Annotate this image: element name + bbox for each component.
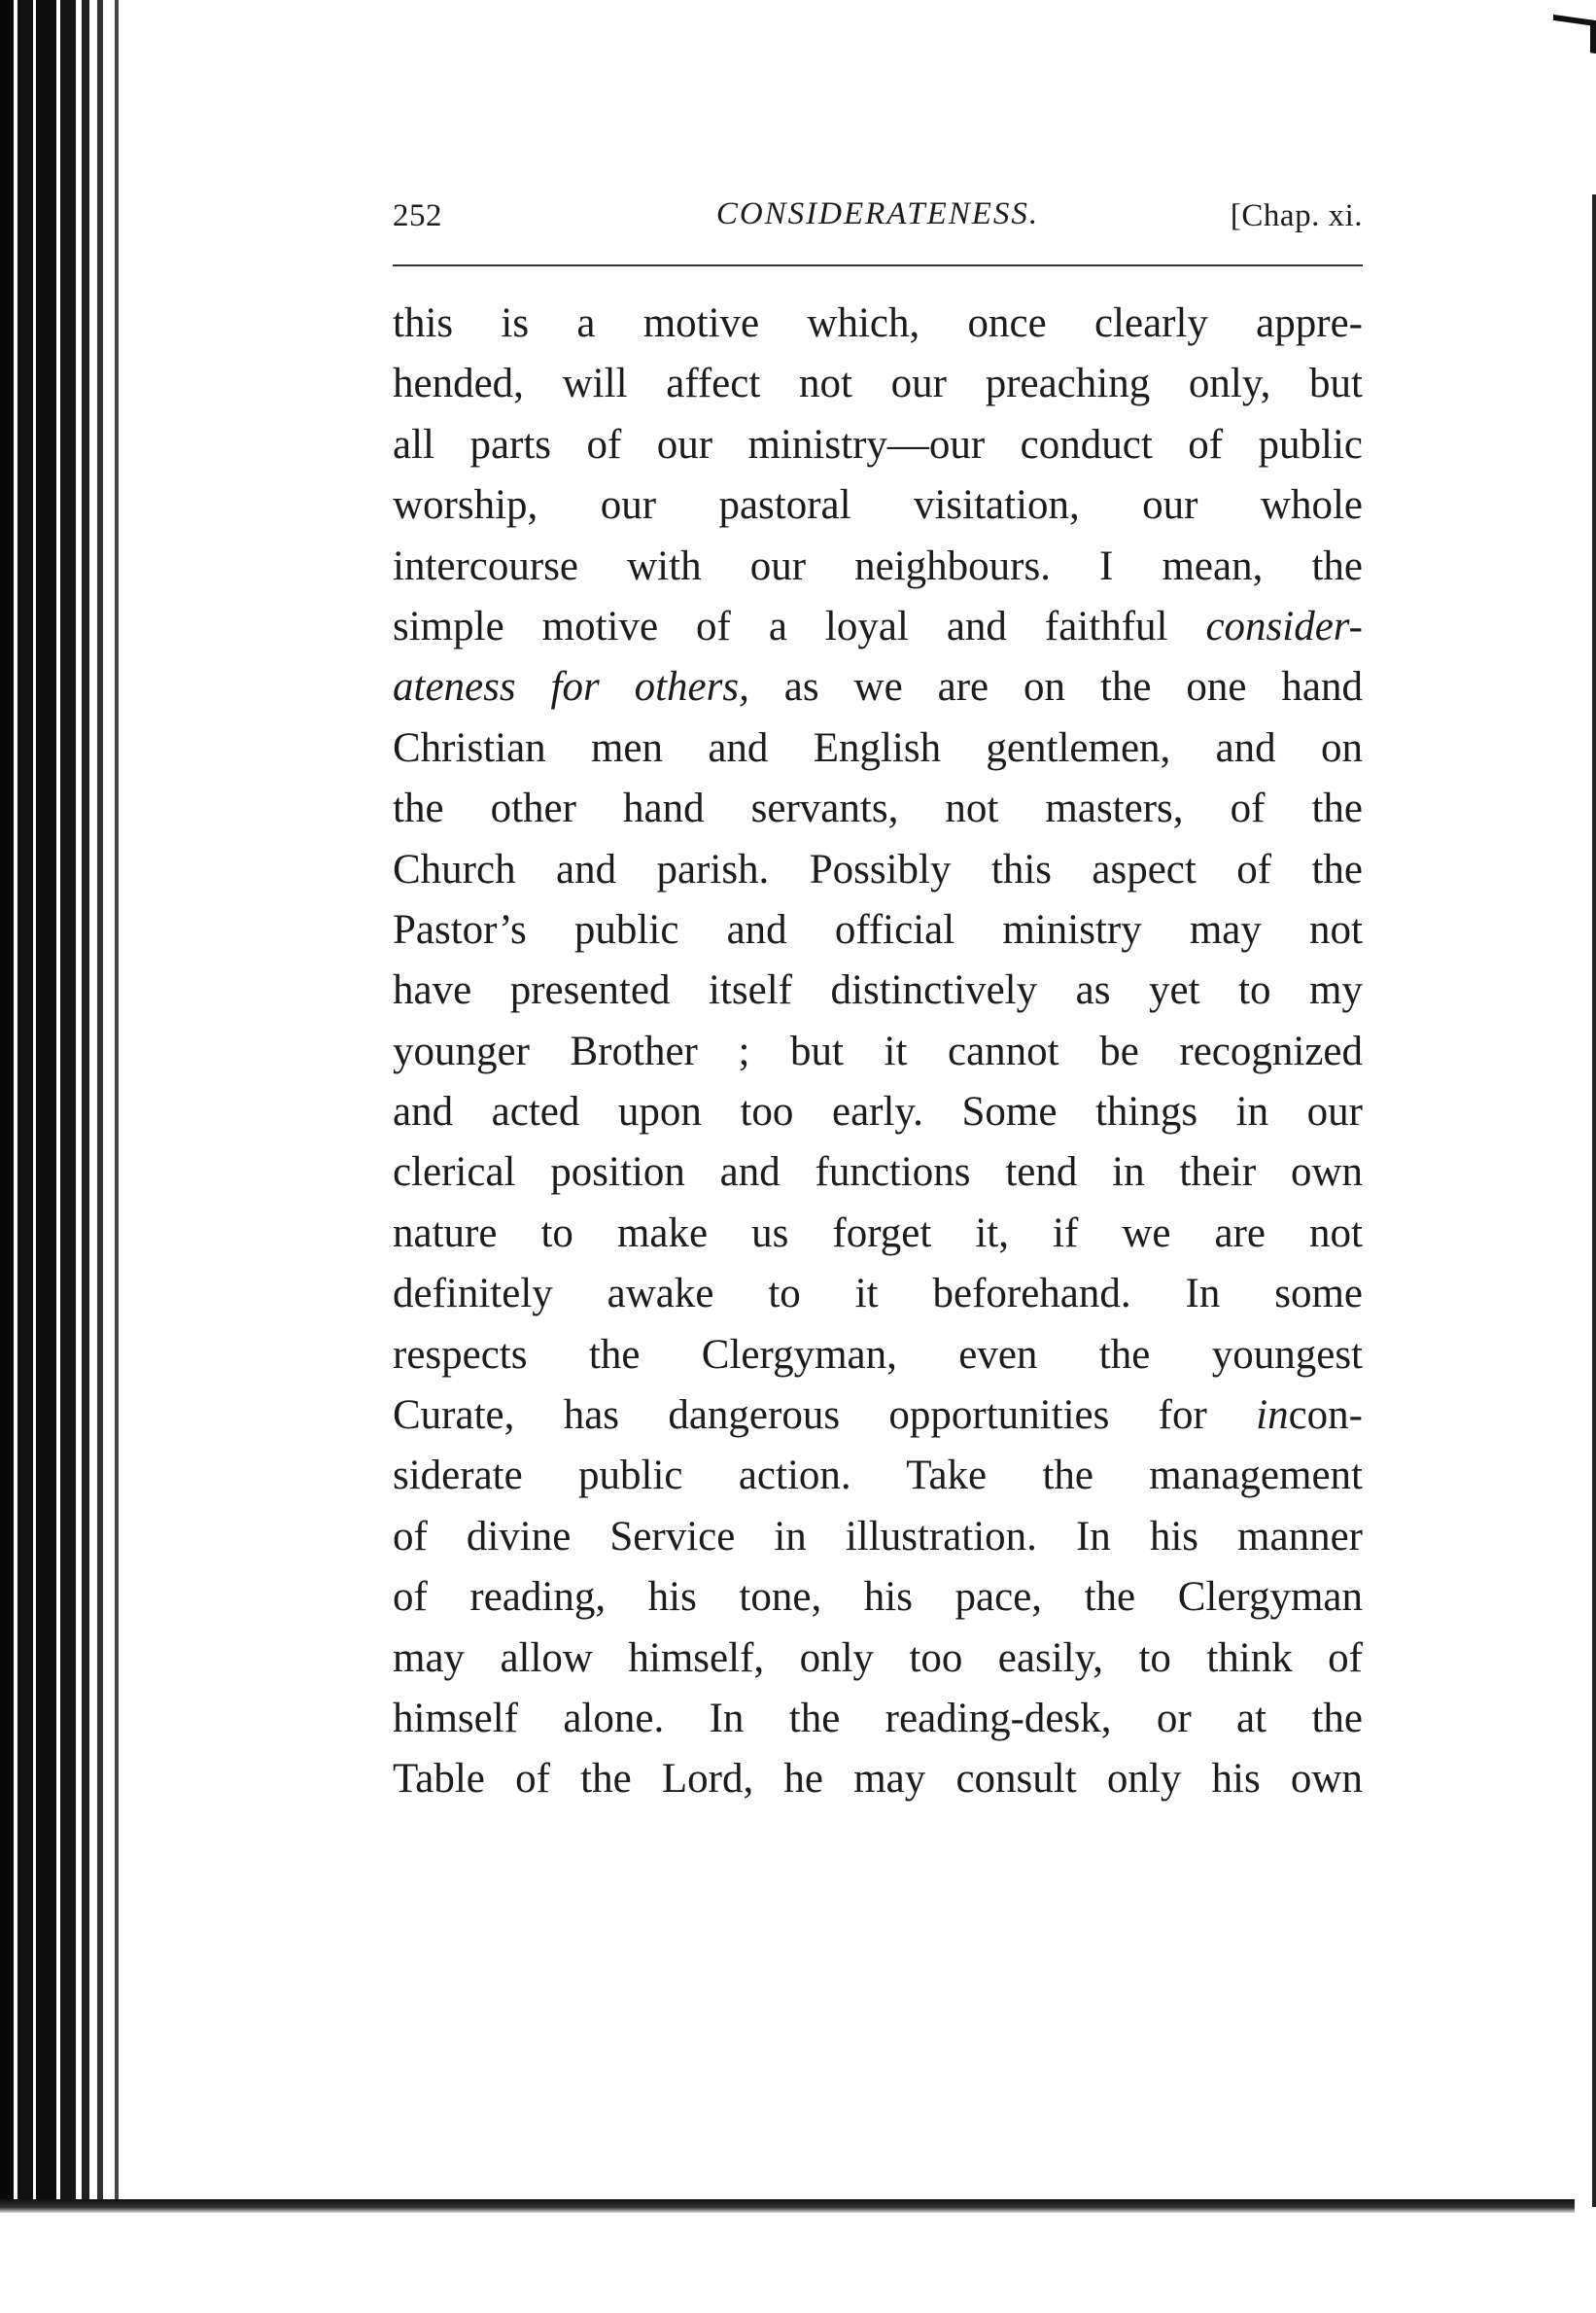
- text-line: younger Brother ; but it cannot be recognized: [393, 1028, 1363, 1074]
- text-line: simple motive of a loyal and faithful consider-: [393, 603, 1363, 649]
- scan-right-edge: [1592, 194, 1596, 2207]
- header-rule: [393, 264, 1363, 266]
- scan-gutter-shadow: [0, 0, 136, 2207]
- text-line: hended, will affect not our preaching only, but: [393, 361, 1363, 407]
- running-head: [393, 191, 1363, 245]
- chapter-marker: [Chap. xi.: [1230, 198, 1363, 233]
- body-text: [393, 294, 1363, 1810]
- running-title: CONSIDERATENESS.: [715, 196, 1040, 231]
- text-line: of divine Service in illustration. In his manner: [393, 1513, 1363, 1560]
- text-line: and acted upon too early. Some things in our: [393, 1089, 1363, 1136]
- text-line: ateness for others, as we are on the one hand: [393, 664, 1363, 711]
- scan-corner-mark: [1553, 15, 1596, 53]
- text-line: all parts of our ministry—our conduct of public: [393, 421, 1363, 468]
- text-line: worship, our pastoral visitation, our whole: [393, 482, 1363, 529]
- text-line: Pastor’s public and official ministry may not: [393, 906, 1363, 953]
- text-line: may allow himself, only too easily, to think of: [393, 1634, 1363, 1681]
- text-line: Christian men and English gentlemen, and on: [393, 724, 1363, 771]
- text-line: siderate public action. Take the management: [393, 1453, 1363, 1499]
- text-line: have presented itself distinctively as yet to my: [393, 967, 1363, 1014]
- italic-emphasis: consider-: [1205, 603, 1363, 649]
- text-line: Table of the Lord, he may consult only his own: [393, 1756, 1363, 1803]
- page-number: 252: [393, 198, 442, 233]
- text-line: nature to make us forget it, if we are not: [393, 1209, 1363, 1256]
- text-line: of reading, his tone, his pace, the Clergyman: [393, 1574, 1363, 1621]
- text-line: respects the Clergyman, even the youngest: [393, 1331, 1363, 1378]
- italic-emphasis: in: [1256, 1392, 1289, 1439]
- text-line: Church and parish. Possibly this aspect of the: [393, 846, 1363, 893]
- italic-emphasis: ateness for others,: [393, 664, 749, 711]
- scan-bottom-edge: [0, 2199, 1575, 2213]
- text-line: himself alone. In the reading-desk, or at the: [393, 1695, 1363, 1741]
- text-line: this is a motive which, once clearly appre-: [393, 300, 1363, 346]
- text-line: the other hand servants, not masters, of the: [393, 786, 1363, 832]
- text-line: intercourse with our neighbours. I mean, the: [393, 543, 1363, 589]
- text-line: definitely awake to it beforehand. In some: [393, 1271, 1363, 1317]
- text-line: Curate, has dangerous opportunities for incon-: [393, 1392, 1363, 1439]
- text-line: clerical position and functions tend in their own: [393, 1149, 1363, 1196]
